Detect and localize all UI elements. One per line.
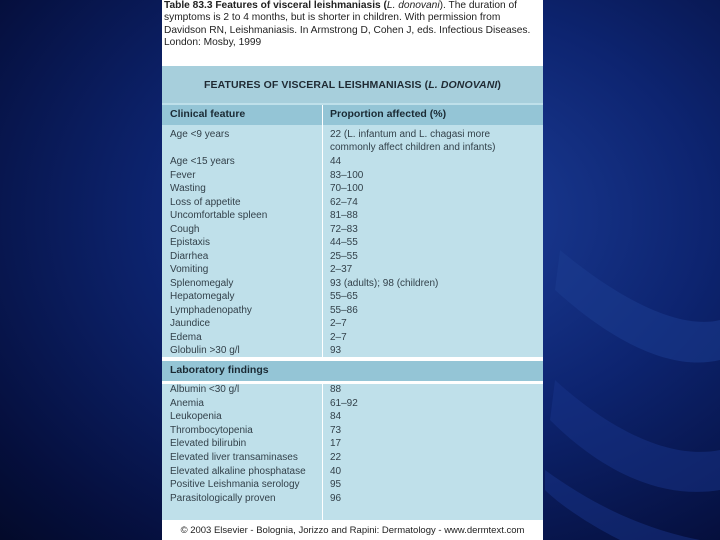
feature-cell: Vomiting: [170, 264, 209, 275]
feature-cell: Edema: [170, 331, 202, 343]
clinical-header-row: [162, 105, 543, 125]
feature-cell: Epistaxis: [170, 237, 211, 248]
feature-cell: Age <15 years: [170, 156, 235, 167]
value-cell: 93: [330, 345, 342, 356]
col2-header: Proportion affected (%): [330, 108, 447, 120]
feature-cell: Wasting: [170, 183, 206, 194]
table-title-prefix: FEATURES OF VISCERAL LEISHMANIASIS (: [203, 78, 429, 91]
feature-cell: Albumin <30 g/l: [170, 384, 240, 395]
lab-header-row: [162, 361, 543, 381]
features-table: [162, 66, 543, 540]
column-divider: [322, 105, 323, 357]
value-cell: 44–55: [330, 237, 358, 248]
lab-header: Laboratory findings: [170, 364, 269, 376]
value-cell: 95: [330, 479, 342, 491]
value-cell: 25–55: [330, 250, 358, 262]
feature-cell: Hepatomegaly: [170, 291, 235, 302]
feature-cell: Cough: [170, 223, 200, 235]
feature-cell: Elevated liver transaminases: [170, 452, 298, 463]
caption-suffix: ). The duration of symptoms is 2 to 4 months, but is shorter in children. With permission from Davidson RN, Leishmaniasis. In Armstrong D, Cohen J, eds. Infectious Diseases. London: Mosby, 1999: [164, 0, 531, 49]
value-cell: 22: [330, 452, 342, 463]
table-title-suffix: ): [497, 78, 502, 91]
caption-prefix: Table 83.3 Features of visceral leishmaniasis (: [164, 0, 387, 11]
value-cell: 72–83: [330, 223, 358, 235]
feature-cell: Elevated bilirubin: [170, 438, 247, 450]
feature-cell: Diarrhea: [170, 250, 209, 262]
value-cell: 55–65: [330, 291, 358, 302]
value-cell: 2–7: [330, 331, 347, 343]
value-cell: 96: [330, 492, 342, 504]
feature-cell: Jaundice: [170, 318, 211, 329]
value-cell: 73: [330, 424, 342, 436]
value-cell: 84: [330, 411, 342, 423]
feature-cell: Lymphadenopathy: [170, 304, 252, 316]
value-cell: 22 (L. infantum and L. chagasi more commonly affect children and infants): [330, 129, 496, 153]
value-cell: 55–86: [330, 304, 358, 316]
document-page: [162, 0, 543, 540]
feature-cell: Positive Leishmania serology: [170, 479, 300, 491]
table-title: [162, 66, 543, 103]
caption-species: L. donovani: [386, 0, 440, 11]
value-cell: 88: [330, 384, 342, 395]
value-cell: 2–7: [330, 318, 347, 329]
feature-cell: Loss of appetite: [170, 196, 241, 208]
value-cell: 2–37: [330, 264, 353, 275]
copyright-footer: © 2003 Elsevier - Bolognia, Jorizzo and Rapini: Dermatology - www.dermtext.com: [162, 520, 543, 540]
feature-cell: Leukopenia: [170, 411, 222, 423]
value-cell: 17: [330, 438, 342, 450]
feature-cell: Elevated alkaline phosphatase: [170, 465, 306, 477]
feature-cell: Splenomegaly: [170, 277, 234, 289]
feature-cell: Globulin >30 g/l: [170, 345, 240, 356]
feature-cell: Age <9 years: [170, 129, 230, 140]
feature-cell: Anemia: [170, 397, 204, 409]
value-cell: 62–74: [330, 196, 358, 208]
value-cell: 81–88: [330, 210, 358, 221]
value-cell: 93 (adults); 98 (children): [330, 277, 439, 289]
value-cell: 40: [330, 465, 342, 477]
feature-cell: Uncomfortable spleen: [170, 210, 268, 221]
col1-header: Clinical feature: [170, 108, 246, 120]
feature-cell: Thrombocytopenia: [170, 424, 253, 436]
value-cell: 61–92: [330, 397, 358, 409]
value-cell: 70–100: [330, 183, 364, 194]
feature-cell: Parasitologically proven: [170, 492, 276, 504]
value-cell: 83–100: [330, 169, 364, 181]
feature-cell: Fever: [170, 169, 196, 181]
table-caption: [162, 0, 543, 64]
column-divider: [322, 384, 323, 520]
table-title-species: L. DONOVANI: [428, 78, 498, 91]
value-cell: 44: [330, 156, 342, 167]
